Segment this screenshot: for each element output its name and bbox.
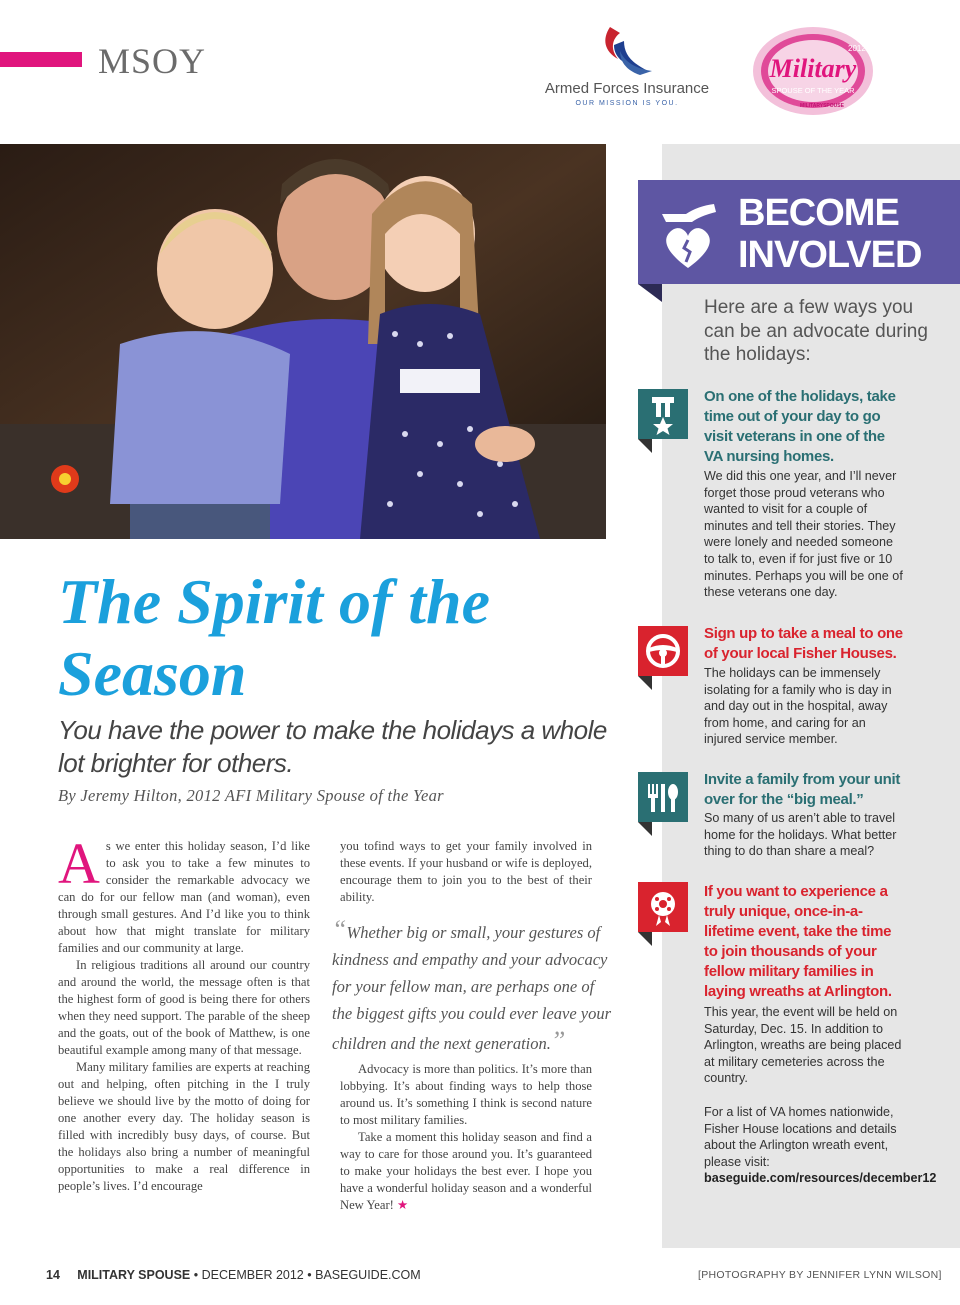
paragraph-4: you tofind ways to get your family involved in these events. If your husband or wife is deployed, encourage them to join you to the best of their ability. xyxy=(340,839,592,904)
tip-3-body: So many of us aren’t able to travel home for the holidays. What better thing to do than share a meal? xyxy=(704,811,897,859)
pull-quote-close-mark: ” xyxy=(550,1026,566,1055)
footer-separator-2: • xyxy=(307,1268,312,1282)
pull-quote-text: Whether big or small, your gestures of kindness and empathy and your advocacy for your fellow man, are perhaps one of the biggest gifts you could ever leave your children and the next generation. xyxy=(332,923,612,1053)
tip-2-body: The holidays can be immensely isolating for a family who is day in and day out in the hospital, away from home, and caring for an injured service member. xyxy=(704,666,892,747)
paragraph-1-text: s we enter this holiday season, I’d like to ask you to take a few minutes to consider the remarkable advocacy we can do for our fellow man (and woman), even through small gestures. And I’d like you to think about how that might translate for military families and our community at large. xyxy=(58,839,310,955)
tip-3-fold xyxy=(638,822,652,836)
sidebar-heading xyxy=(738,192,958,276)
wreath-icon xyxy=(638,882,688,932)
tip-1-fold xyxy=(638,439,652,453)
paragraph-6 xyxy=(340,1129,592,1214)
footer-magazine: MILITARY SPOUSE xyxy=(77,1268,191,1282)
tip-4-icon-box xyxy=(638,882,688,932)
article-byline: By Jeremy Hilton, 2012 AFI Military Spouse of the Year xyxy=(58,786,444,805)
section-accent-bar xyxy=(0,52,82,67)
page-footer xyxy=(46,1268,421,1282)
steering-wheel-icon xyxy=(638,626,688,676)
footer-issue: DECEMBER 2012 xyxy=(201,1268,304,1282)
article-subtitle: You have the power to make the holidays a whole lot brighter for others. xyxy=(58,715,607,778)
medal-icon xyxy=(638,389,688,439)
tip-3-icon-box xyxy=(638,772,688,822)
badge-presenter: MILITARYSPOUSE xyxy=(800,103,844,109)
page-number: 14 xyxy=(46,1268,60,1282)
tip-4-body: This year, the event will be held on Saturday, Dec. 15. In addition to Arlington, wreaths are being placed at military cemeteries across the country. xyxy=(704,1005,902,1086)
family-photo xyxy=(0,144,606,539)
tip-1-icon-box xyxy=(638,389,688,439)
body-column-2-bottom xyxy=(340,1061,592,1214)
pull-quote-open-mark: “ xyxy=(332,915,347,944)
tip-4-heading: If you want to experience a truly unique, once-in-a-lifetime event, take the time to join thousands of your fellow military families in laying wreaths at Arlington. xyxy=(704,883,892,1000)
pull-quote xyxy=(332,916,614,1057)
badge-year: 2012 xyxy=(848,44,866,53)
banner-fold xyxy=(638,284,662,302)
footer-separator-1: • xyxy=(193,1268,199,1282)
msoy-badge-logo xyxy=(750,25,876,121)
section-label: MSOY xyxy=(98,41,207,81)
utensils-icon xyxy=(638,772,688,822)
tip-1-body: We did this one year, and I’ll never forget those proud veterans who wanted to visit for a couple of minutes and tell their stories. They were lonely and needed someone to talk to, even if for just five or 10 minutes. Perhaps you will be one of these veterans one day. xyxy=(704,469,903,600)
sidebar-intro: Here are a few ways you can be an advocate during the holidays: xyxy=(704,297,928,365)
tip-1-heading: On one of the holidays, take time out of your day to go visit veterans in one of the VA nursing homes. xyxy=(704,388,896,465)
tip-2-icon-box xyxy=(638,626,688,676)
sponsor-tagline: OUR MISSION IS YOU. xyxy=(575,100,679,107)
drop-cap: A xyxy=(58,831,100,896)
photo-credit: [PHOTOGRAPHY BY JENNIFER LYNN WILSON] xyxy=(698,1269,942,1281)
paragraph-3: Many military families are experts at reaching out and helping, often pitching in the I truly believe we should live by the motto of doing for one another every day. The holiday season is filled with incredibly busy days, of course. But the holidays also bring a number of meaningful opportunities to make a real difference in people’s lives. I’d encourage xyxy=(58,1060,310,1193)
paragraph-2: In religious traditions all around our country and around the world, the message often is that the highest form of good is being there for others when they need support. The parable of the sheep and the goats, out of the book of Matthew, is one beautiful example among many of that message. xyxy=(58,958,310,1057)
tip-2-fold xyxy=(638,676,652,690)
tip-4-fold xyxy=(638,932,652,946)
badge-subtitle: SPOUSE OF THE YEAR xyxy=(771,86,855,95)
sidebar-heading-line-1: BECOME xyxy=(738,192,899,234)
body-column-1 xyxy=(58,831,310,1195)
hand-heart-icon xyxy=(656,192,720,274)
paragraph-6-text: Take a moment this holiday season and find a way to care for those around you. It’s guaranteed to make your holidays the best ever. I hope you have a wonderful holiday season and a wonderful New Year! xyxy=(340,1130,592,1212)
footer-site: BASEGUIDE.COM xyxy=(315,1268,421,1282)
more-info-text: For a list of VA homes nationwide, Fisher House locations and details about the Arlington wreath event, please visit: xyxy=(704,1105,897,1169)
paragraph-5: Advocacy is more than politics. It’s more than lobbying. It’s about finding ways to help those around us. It’s something I think is second nature to most military families. xyxy=(340,1062,592,1127)
tip-2-heading: Sign up to take a meal to one of your local Fisher Houses. xyxy=(704,625,903,662)
article-title: The Spirit of the Season xyxy=(58,566,491,709)
paragraph-1 xyxy=(58,831,310,957)
end-star-icon: ★ xyxy=(397,1198,409,1212)
badge-title: Military xyxy=(769,54,857,83)
sidebar-heading-line-2: INVOLVED xyxy=(738,234,922,276)
tip-3-heading: Invite a family from your unit over for the “big meal.” xyxy=(704,771,901,808)
body-column-2-top xyxy=(340,838,592,906)
sponsor-name: Armed Forces Insurance xyxy=(544,80,710,97)
more-info-link[interactable]: baseguide.com/resources/december12 xyxy=(704,1171,937,1185)
